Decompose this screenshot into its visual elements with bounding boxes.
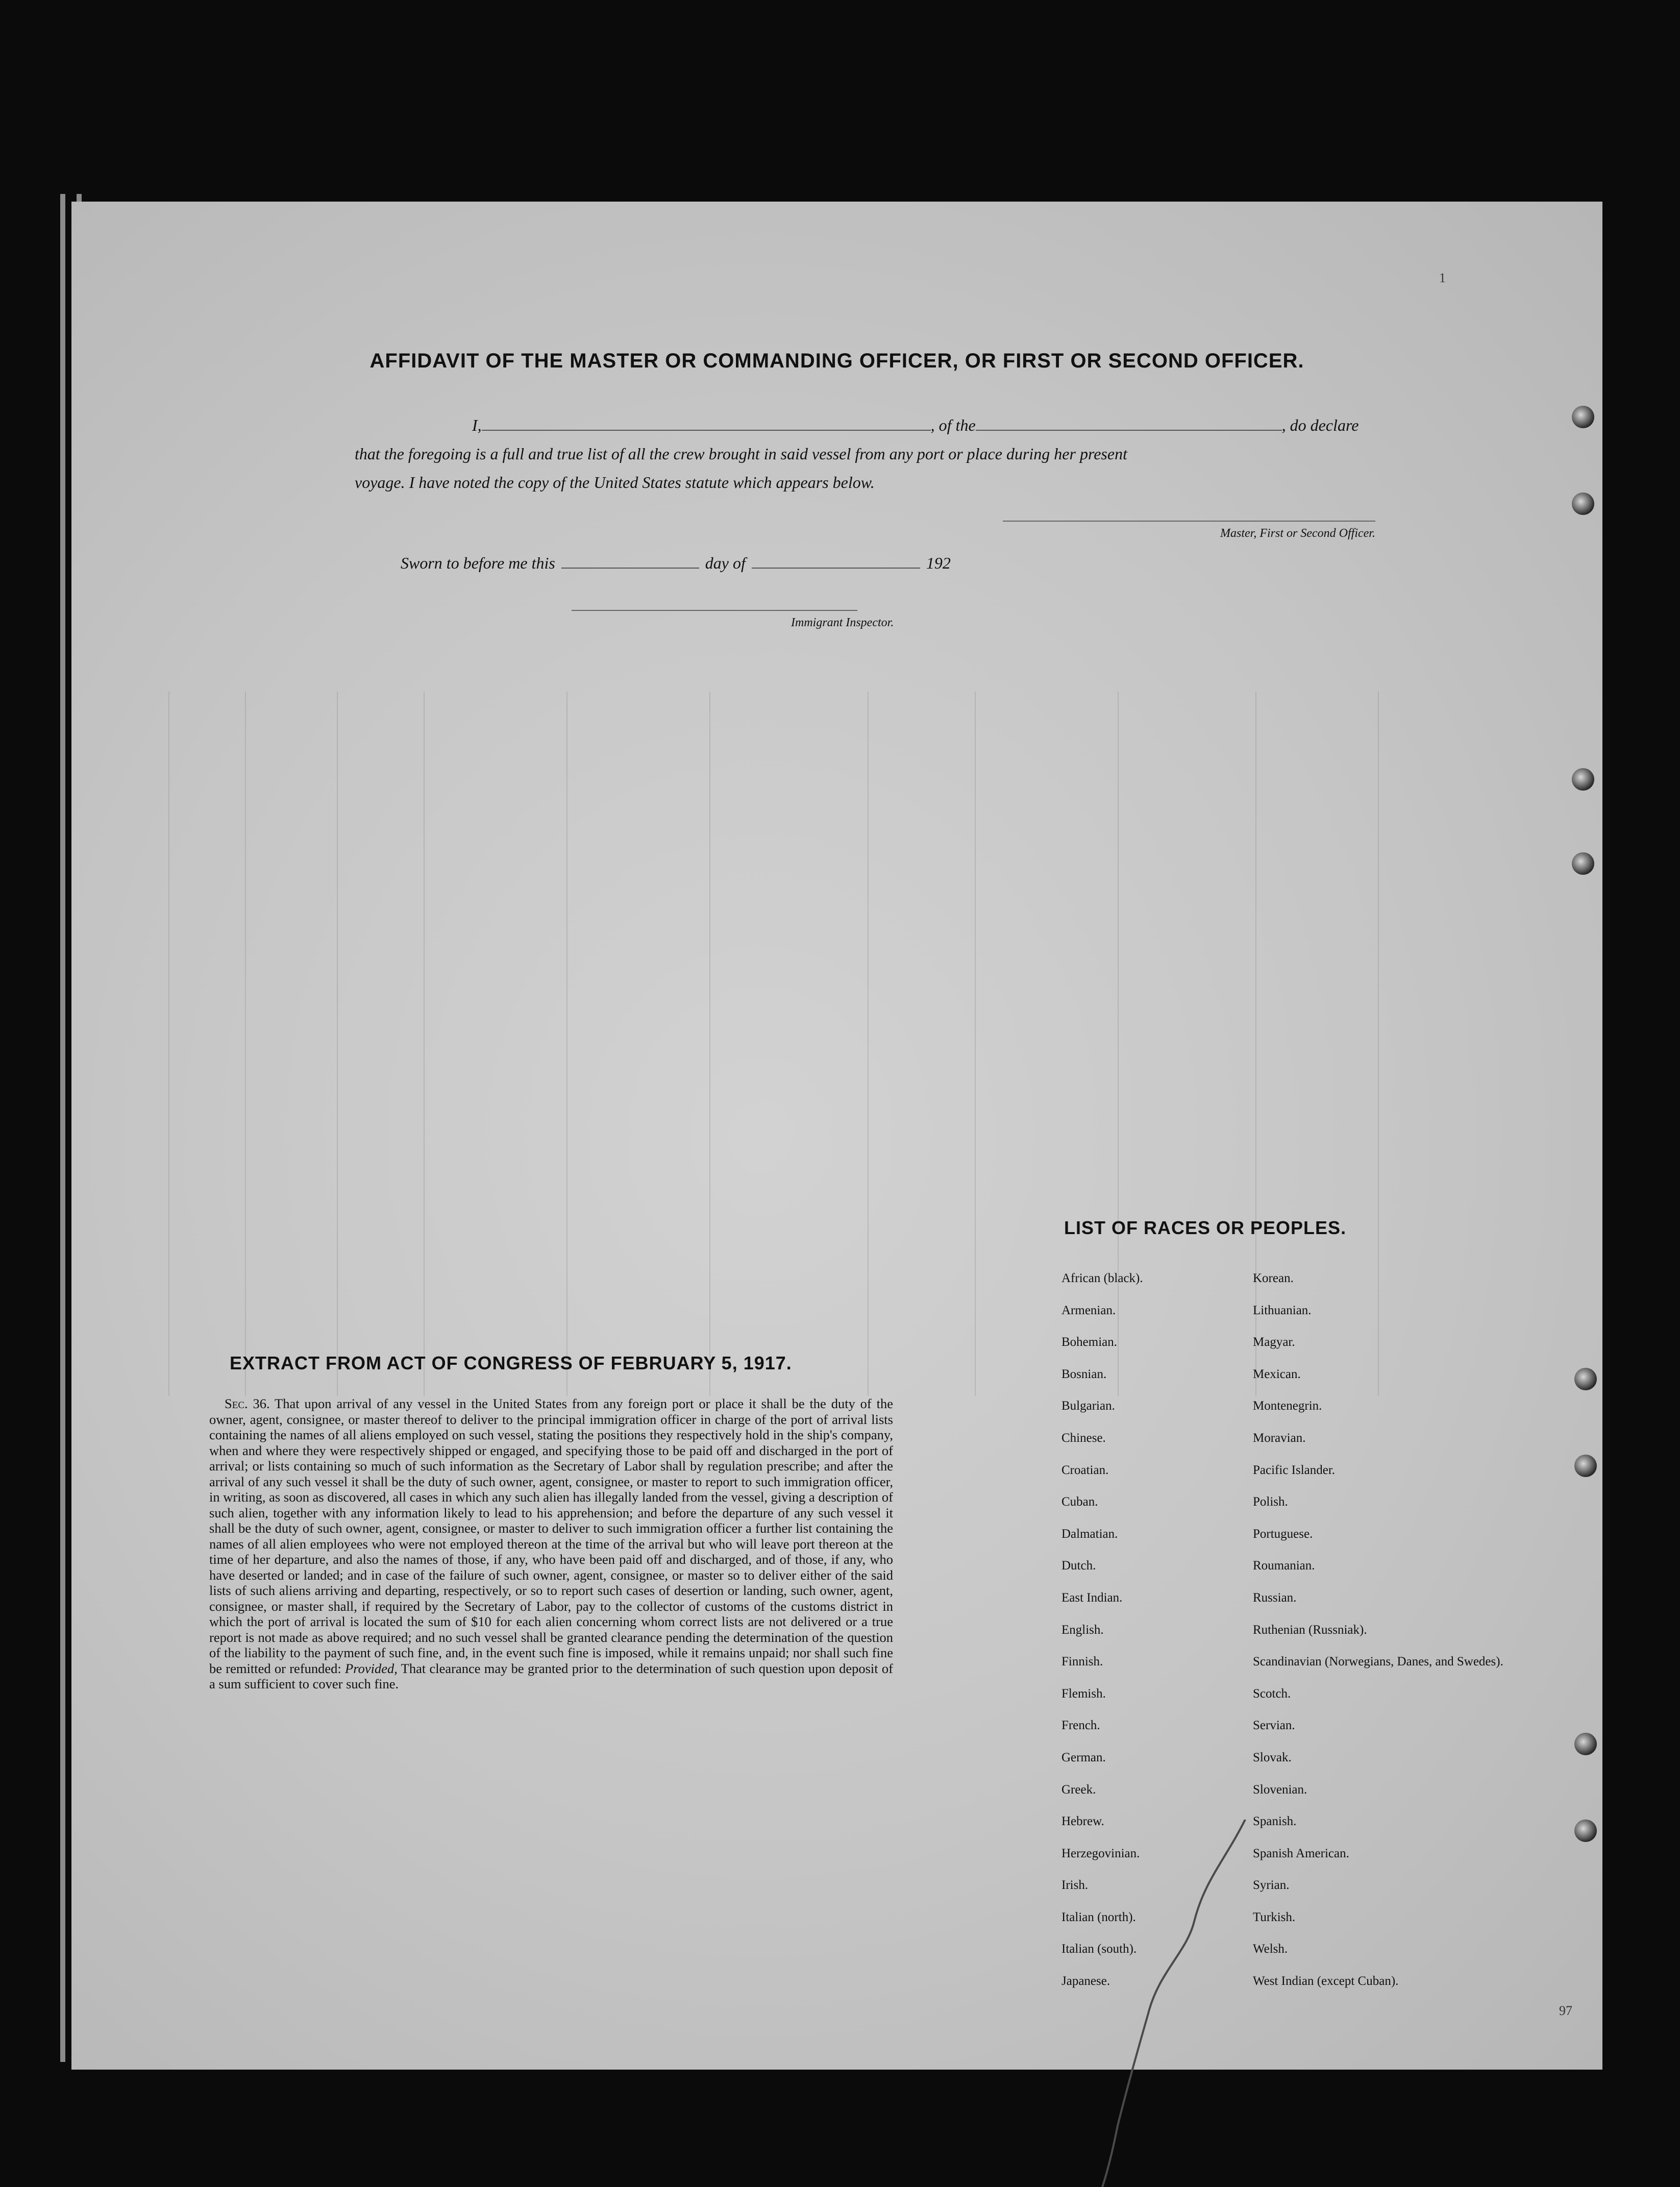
sworn-day-field[interactable] — [561, 555, 699, 569]
master-signature-block — [1003, 521, 1375, 540]
sworn-label: Sworn to before me this — [401, 554, 555, 572]
binding-hole — [1572, 406, 1594, 428]
race-item: Slovak. — [1253, 1750, 1292, 1764]
vessel-name-field[interactable] — [976, 417, 1282, 431]
race-item: Turkish. — [1253, 1910, 1296, 1924]
race-item: Scandinavian (Norwegians, Danes, and Swedes). — [1253, 1655, 1503, 1669]
race-item: Scotch. — [1253, 1686, 1291, 1701]
race-item: Italian (north). — [1061, 1910, 1136, 1924]
extract-body — [209, 1396, 893, 1692]
extract-title: EXTRACT FROM ACT OF CONGRESS OF FEBRUARY 5, 1917. — [230, 1353, 792, 1373]
binding-hole — [1572, 852, 1594, 875]
binding-hole — [1574, 1733, 1597, 1755]
extract-text: That upon arrival of any vessel in the United States from any foreign port or place it shall be the duty of the owner, agent, consignee, or master thereof to deliver to the principal immigration officer in charge of the port of arrival lists containing the names of all aliens employed on such vessel, stating the positions they respectively hold in the ship's company, when and where they were respectively shipped or engaged, and specifying those to be paid off and discharged in the port of arrival; or lists containing so much of such information as the Secretary of Labor shall by regulation prescribe; and after the arrival of any such vessel it shall be the duty of such owner, agent, consignee, or master to report to such immigration officer, in writing, as soon as discovered, all cases in which any such alien has illegally landed from the vessel, giving a description of such alien, together with any information likely to lead to his apprehension; and before the departure of any such vessel it shall be the duty of such owner, agent, consignee, or master to deliver to such immigration officer a further list containing the names of all alien employees who were not employed thereon at the time of the arrival but who will leave port thereon at the time of her departure, and also the names of those, if any, who have been paid off and discharged, and of those, if any, who have deserted or landed; and in case of the failure of such owner, agent, consignee, or master so to deliver either of the said lists of such aliens arriving and departing, respectively, or so to report such cases of desertion or landing, such owner, agent, consignee, or master shall, if required by the Secretary of Labor, pay to the collector of customs of the customs district in which the port of arrival is located the sum of $10 for each alien concerning whom correct lists are not delivered or a true report is not made as above required; and no such vessel shall be granted clearance pending the determination of the question of the liability to the payment of such fine, and, in the event such fine is imposed, while it remains unpaid; nor shall such fine be remitted or refunded: — [209, 1396, 893, 1676]
race-item: Greek. — [1061, 1782, 1096, 1797]
race-item: Bohemian. — [1061, 1335, 1118, 1349]
manifest-page — [71, 202, 1602, 2070]
race-item: Irish. — [1061, 1878, 1089, 1893]
race-item: East Indian. — [1061, 1590, 1123, 1605]
race-item: Dutch. — [1061, 1559, 1096, 1573]
paper-crack — [1072, 1820, 1255, 2187]
race-item: Flemish. — [1061, 1686, 1106, 1701]
race-item: Mexican. — [1253, 1367, 1301, 1381]
race-item: Bosnian. — [1061, 1367, 1107, 1381]
inspector-signature-line[interactable] — [572, 610, 857, 611]
race-item: Polish. — [1253, 1495, 1288, 1509]
race-item: Magyar. — [1253, 1335, 1295, 1349]
inspector-signature-block — [572, 610, 939, 630]
race-item: Pacific Islander. — [1253, 1463, 1336, 1477]
race-item: French. — [1061, 1718, 1100, 1733]
race-item: Bulgarian. — [1061, 1399, 1115, 1413]
binding-hole — [1574, 1455, 1597, 1477]
proviso-label: Provided, — [345, 1660, 398, 1676]
statement-line-1: that the foregoing is a full and true list of all the crew brought in said vessel from any port or place during her present — [355, 445, 1127, 463]
section-label: Sec. 36. — [225, 1396, 270, 1411]
race-item: Ruthenian (Russniak). — [1253, 1623, 1367, 1637]
race-item: Lithuanian. — [1253, 1303, 1312, 1317]
race-item: Portuguese. — [1253, 1527, 1313, 1541]
race-item: Chinese. — [1061, 1431, 1106, 1445]
sworn-row — [401, 549, 1166, 577]
race-item: Spanish American. — [1253, 1846, 1349, 1860]
affidavit-statement — [355, 411, 1416, 497]
race-item: Moravian. — [1253, 1431, 1306, 1445]
race-item: Cuban. — [1061, 1495, 1098, 1509]
page-edge-left — [60, 194, 65, 2062]
race-item: West Indian (except Cuban). — [1253, 1974, 1399, 1988]
race-item: Armenian. — [1061, 1303, 1116, 1317]
proviso-text: That clearance may be granted prior to the determination of such question upon deposit of a sum sufficient to cover such fine. — [209, 1660, 893, 1691]
inspector-label: Immigrant Inspector. — [791, 616, 894, 629]
day-of-label: day of — [705, 554, 746, 572]
race-item: English. — [1061, 1623, 1104, 1637]
race-item: Hebrew. — [1061, 1814, 1104, 1829]
statement-line-2: voyage. I have noted the copy of the United States statute which appears below. — [355, 473, 875, 492]
race-item: Finnish. — [1061, 1655, 1103, 1669]
race-item: Dalmatian. — [1061, 1527, 1118, 1541]
officer-name-field[interactable] — [482, 417, 931, 431]
race-item: Italian (south). — [1061, 1942, 1137, 1956]
race-item: Korean. — [1253, 1271, 1294, 1285]
race-item: Croatian. — [1061, 1463, 1109, 1477]
do-declare-label: , do declare — [1281, 416, 1359, 434]
race-item: Roumanian. — [1253, 1559, 1315, 1573]
corner-mark-top: 1 — [1439, 271, 1446, 285]
corner-mark-bottom: 97 — [1559, 2003, 1572, 2018]
sworn-month-field[interactable] — [752, 555, 920, 569]
year-prefix: 192 — [926, 554, 951, 572]
race-item: German. — [1061, 1750, 1106, 1764]
race-item: Montenegrin. — [1253, 1399, 1322, 1413]
binding-hole — [1572, 768, 1594, 791]
master-signature-label: Master, First or Second Officer. — [1220, 527, 1375, 540]
race-item: African (black). — [1061, 1271, 1143, 1285]
race-item: Welsh. — [1253, 1942, 1288, 1956]
show-through-ruling — [168, 692, 1378, 1396]
races-title: LIST OF RACES OR PEOPLES. — [1064, 1217, 1347, 1238]
binding-hole — [1574, 1368, 1597, 1390]
race-item: Russian. — [1253, 1590, 1297, 1605]
race-item: Spanish. — [1253, 1814, 1297, 1829]
master-signature-line[interactable] — [1003, 521, 1375, 522]
races-right-column — [1253, 1271, 1503, 2006]
race-item: Slovenian. — [1253, 1782, 1307, 1797]
race-item: Servian. — [1253, 1718, 1295, 1733]
i-label: I, — [472, 416, 482, 434]
race-item: Herzegovinian. — [1061, 1846, 1140, 1860]
race-item: Japanese. — [1061, 1974, 1110, 1988]
affidavit-declaration-row — [355, 411, 1416, 439]
binding-hole — [1574, 1820, 1597, 1842]
of-the-label: , of the — [930, 416, 976, 434]
binding-hole — [1572, 493, 1594, 515]
race-item: Syrian. — [1253, 1878, 1290, 1893]
affidavit-title: AFFIDAVIT OF THE MASTER OR COMMANDING OFFICER, OR FIRST OR SECOND OFFICER. — [369, 350, 1304, 372]
